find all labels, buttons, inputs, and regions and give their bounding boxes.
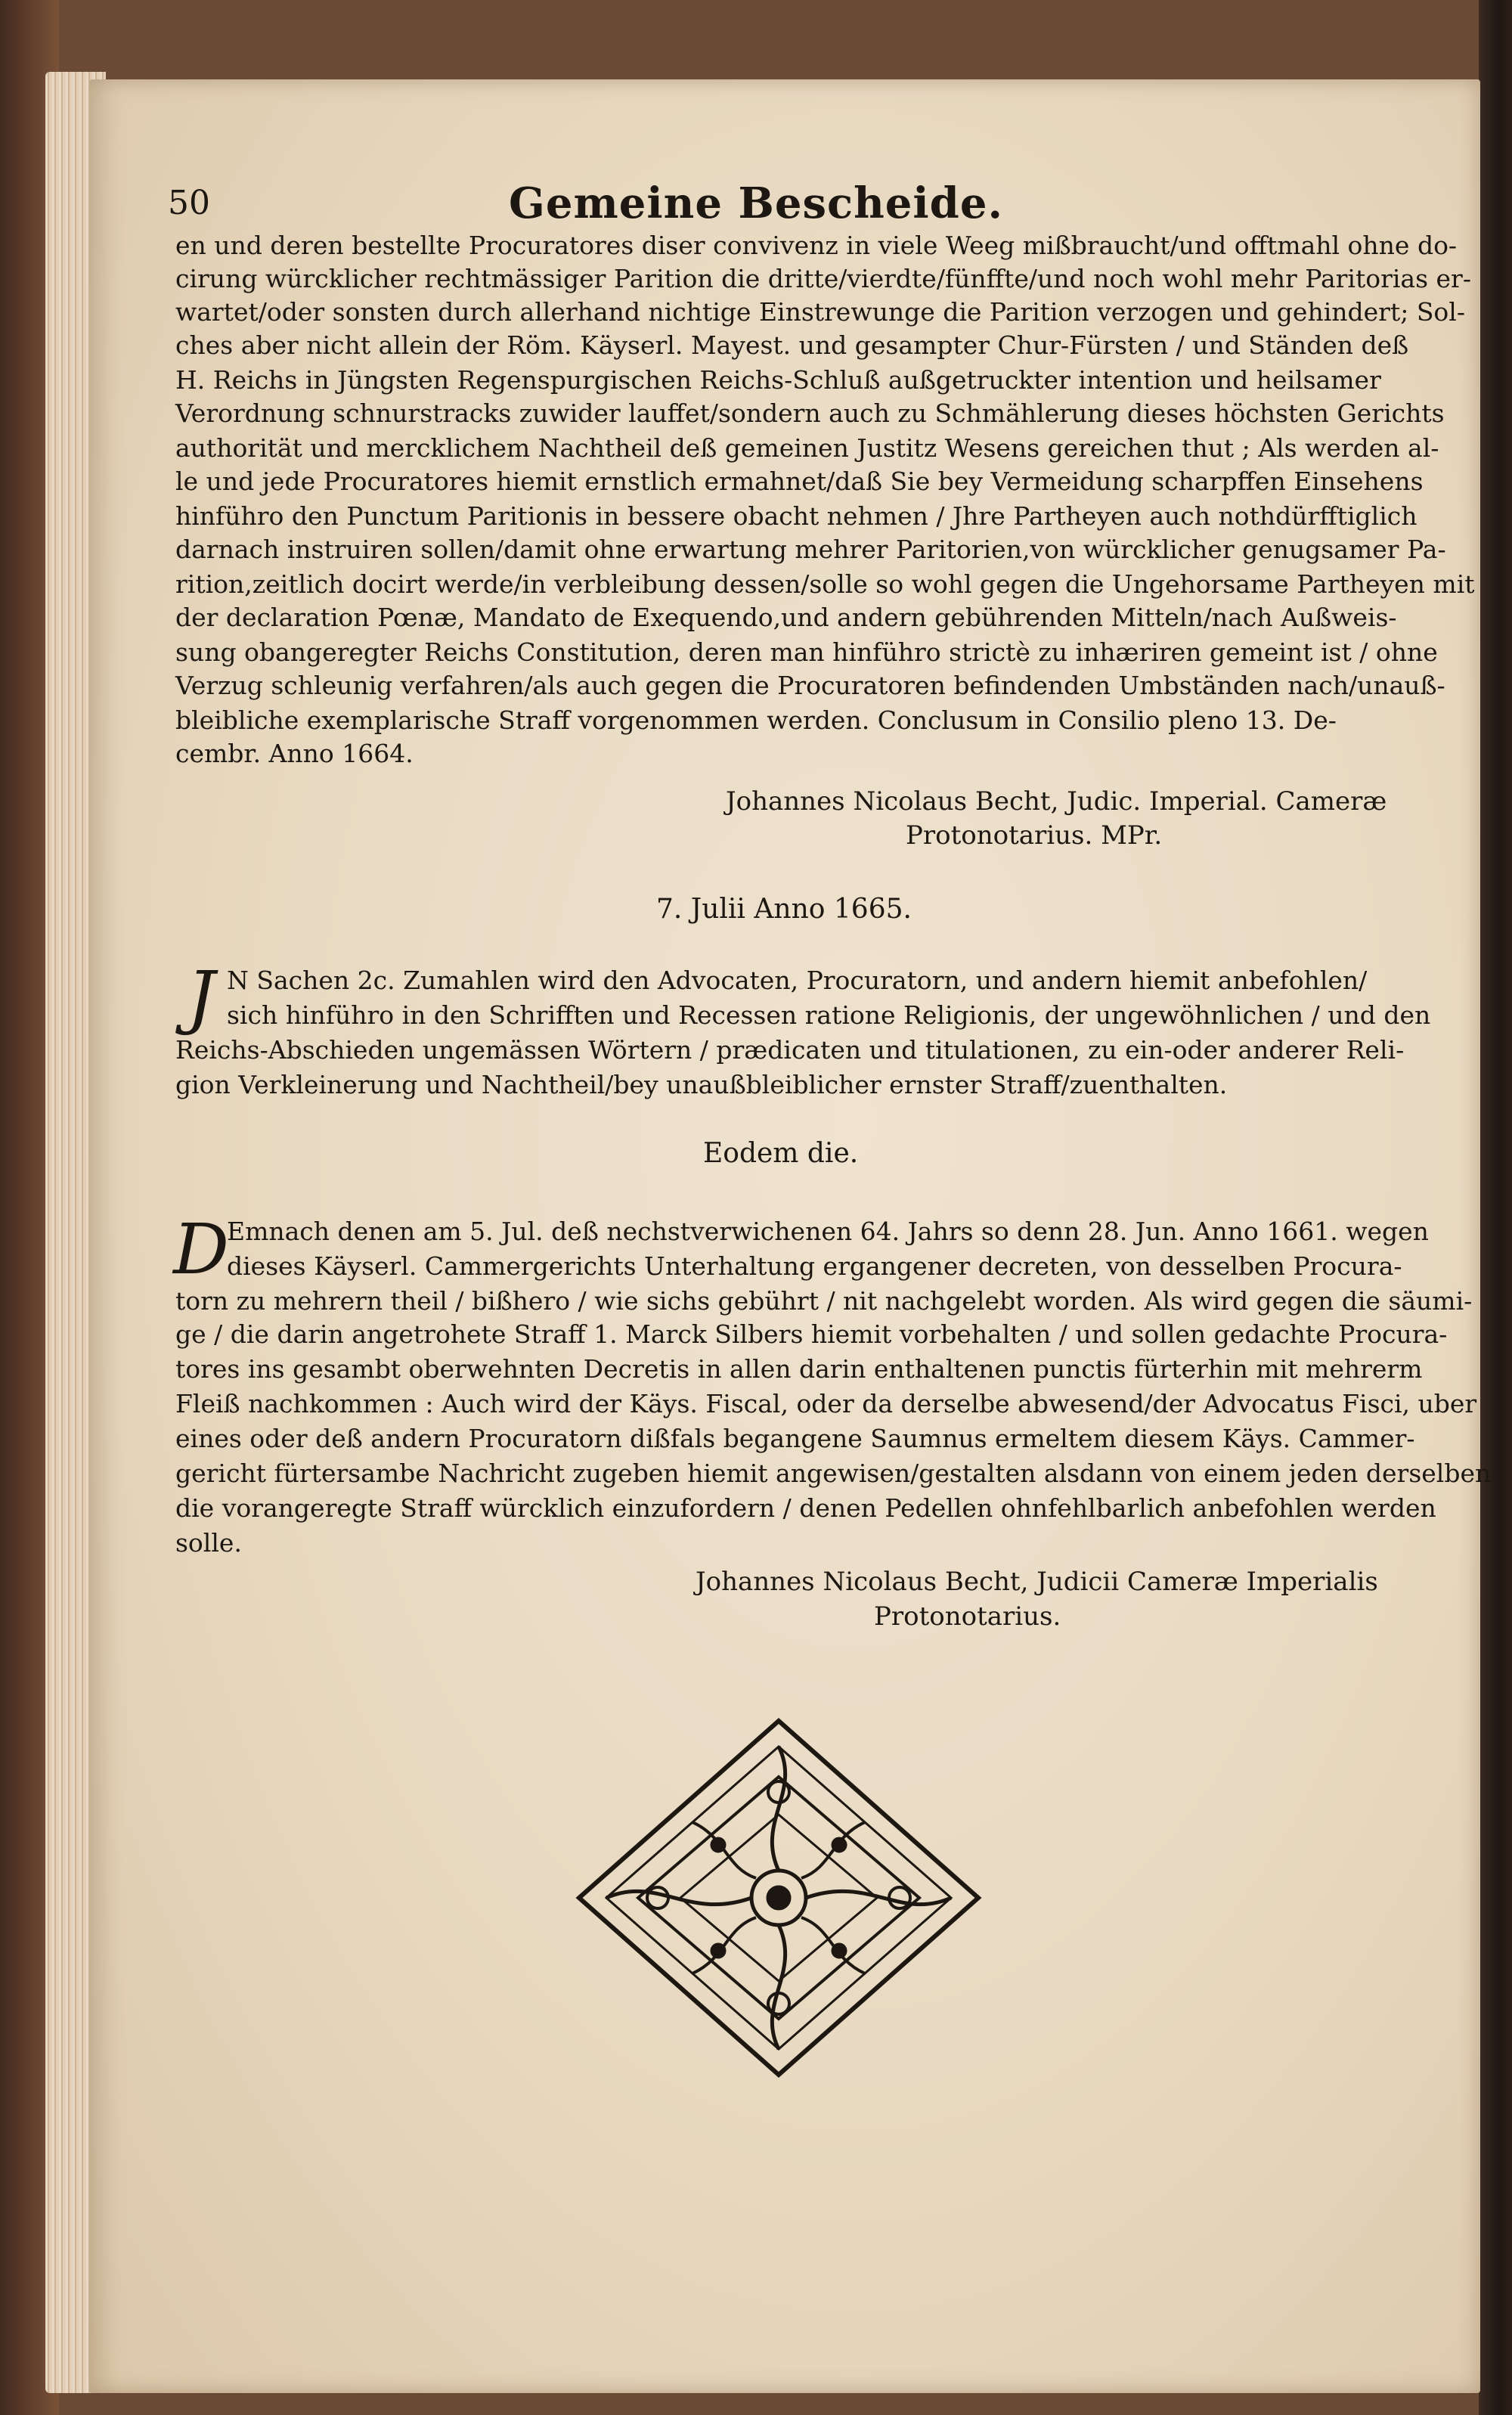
page-number: 50 — [168, 184, 210, 222]
signature-title: Protonotarius. MPr. — [906, 820, 1163, 851]
body-line: der declaration Pœnæ, Mandato de Exequendo,und andern gebührenden Mitteln/nach Außweis- — [175, 603, 1397, 632]
diamond-fleuron-icon — [575, 1716, 983, 2079]
body-line: rition,zeitlich docirt werde/in verbleibung dessen/solle so wohl gegen die Ungehorsame Partheyen mit — [175, 569, 1475, 599]
body-line: cembr. Anno 1664. — [175, 739, 414, 768]
body-line: le und jede Procuratores hiemit ernstlich ermahnet/daß Sie bey Vermeidung scharpffen Einsehens — [175, 467, 1424, 496]
body-line: gion Verkleinerung und Nachtheil/bey unaußbleiblicher ernster Straff/zuenthalten. — [175, 1070, 1228, 1099]
signature-title: Protonotarius. — [874, 1601, 1061, 1632]
body-line: H. Reichs in Jüngsten Regenspurgischen Reichs-Schluß außgetruckter intention und heilsamer — [175, 365, 1381, 395]
body-line: Verordnung schnurstracks zuwider lauffet/sondern auch zu Schmählerung dieses höchsten Gerichts — [175, 398, 1445, 428]
section-date: 7. Julii Anno 1665. — [656, 894, 912, 925]
body-line: Verzug schleunig verfahren/als auch gegen die Procuratoren befindenden Umbständen nach/unauß- — [175, 671, 1445, 700]
body-line: darnach instruiren sollen/damit ohne erwartung mehrer Paritorien,von würcklicher genugsamer Pa- — [175, 535, 1446, 564]
section-date: Eodem die. — [703, 1138, 859, 1169]
book-binding-right — [1479, 0, 1512, 2415]
body-line: sich hinführo in den Schrifften und Recessen ratione Religionis, der ungewöhnlichen / und den — [227, 1000, 1431, 1030]
body-line: ches aber nicht allein der Röm. Käyserl. Mayest. und gesampter Chur-Fürsten / und Ständen deß — [175, 330, 1409, 360]
signature-name: Johannes Nicolaus Becht, Judicii Cameræ Imperialis — [696, 1567, 1378, 1597]
body-line: eines oder deß andern Procuratorn dißfals begangene Saumnus ermeltem diesem Käys. Cammer- — [175, 1424, 1415, 1453]
body-line: sung obangeregter Reichs Constitution, deren man hinführo strictè zu inhæriren gemeint ist / ohne — [175, 637, 1438, 667]
body-line: hinführo den Punctum Paritionis in bessere obacht nehmen / Jhre Partheyen auch nothdürfftiglich — [175, 501, 1418, 531]
drop-cap: J — [187, 956, 215, 1037]
running-title: Gemeine Bescheide. — [509, 178, 1003, 228]
body-line: authorität und mercklichem Nachtheil deß gemeinen Justitz Wesens gereichen thut ; Als werden al- — [175, 433, 1439, 463]
body-line: dieses Käyserl. Cammergerichts Unterhaltung ergangener decreten, von desselben Procura- — [227, 1251, 1402, 1281]
body-line: bleibliche exemplarische Straff vorgenommen werden. Conclusum in Consilio pleno 13. De- — [175, 705, 1337, 735]
body-line: solle. — [175, 1528, 242, 1558]
body-line: die vorangeregte Straff würcklich einzufordern / denen Pedellen ohnfehlbarlich anbefohlen werden — [175, 1493, 1436, 1523]
body-line: en und deren bestellte Procuratores diser convivenz in viele Weeg mißbraucht/und offtmahl ohne do- — [175, 231, 1458, 260]
body-line: gericht fürtersambe Nachricht zugeben hiemit angewisen/gestalten alsdann von einem jeden derselben — [175, 1459, 1492, 1488]
body-line: cirung würcklicher rechtmässiger Parition die dritte/vierdte/fünffte/und noch wohl mehr Paritorias er- — [175, 264, 1471, 293]
drop-cap: D — [173, 1209, 229, 1290]
signature-name: Johannes Nicolaus Becht, Judic. Imperial. Cameræ — [726, 786, 1387, 817]
body-line: wartet/oder sonsten durch allerhand nichtige Einstrewunge die Parition verzogen und gehindert; Sol- — [175, 297, 1465, 327]
body-line: Fleiß nachkommen : Auch wird der Käys. Fiscal, oder da derselbe abwesend/der Advocatus Fisci, uber — [175, 1389, 1477, 1418]
body-line: Reichs-Abschieden ungemässen Wörtern / prædicaten und titulationen, zu ein-oder anderer Reli- — [175, 1035, 1405, 1065]
body-line: tores ins gesambt oberwehnten Decretis in allen darin enthaltenen punctis fürterhin mit mehrerm — [175, 1354, 1423, 1384]
body-line: Emnach denen am 5. Jul. deß nechstverwichenen 64. Jahrs so denn 28. Jun. Anno 1661. wegen — [227, 1217, 1429, 1246]
body-line: torn zu mehrern theil / bißhero / wie sichs gebührt / nit nachgelebt worden. Als wird gegen die säumi- — [175, 1286, 1473, 1316]
body-line: ge / die darin angetrohete Straff 1. Marck Silbers hiemit vorbehalten / und sollen gedachte Procura- — [175, 1319, 1448, 1349]
body-line: N Sachen 2c. Zumahlen wird den Advocaten, Procuratorn, und andern hiemit anbefohlen/ — [227, 966, 1368, 995]
